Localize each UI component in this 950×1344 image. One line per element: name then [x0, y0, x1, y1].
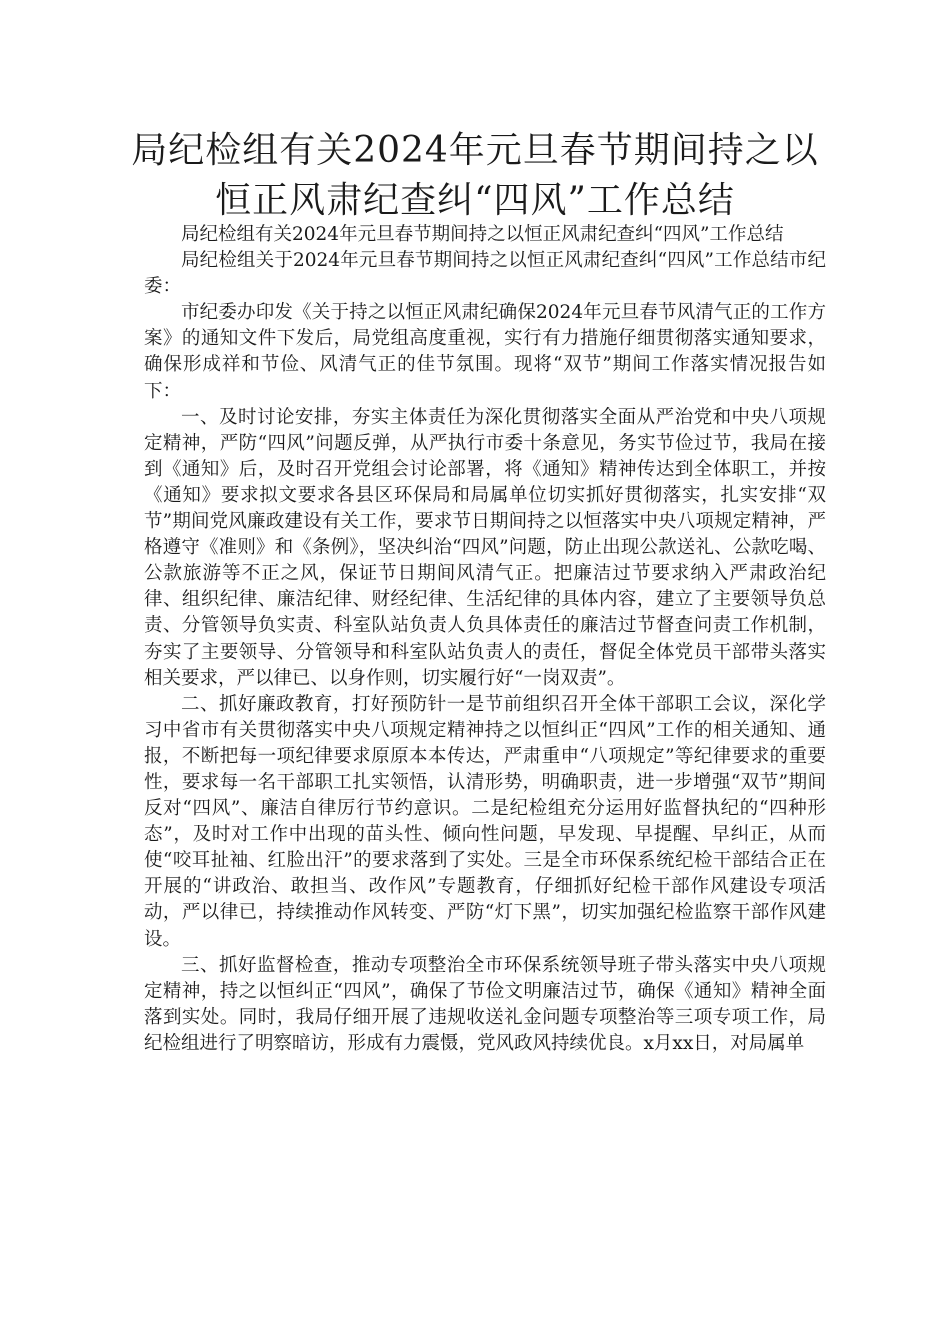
title-line-1: 局纪检组有关2024年元旦春节期间持之以: [131, 130, 819, 171]
paragraph-intro: 市纪委办印发《关于持之以恒正风肃纪确保2024年元旦春节风清气正的工作方案》的通知文件下发后，局党组高度重视，实行有力措施仔细贯彻落实通知要求，确保形成祥和节俭、风清气正的佳节氛围。现将“双节”期间工作落实情况报告如下：: [144, 302, 826, 402]
paragraph-section-2: 二、抓好廉政教育，打好预防针一是节前组织召开全体干部职工会议，深化学习中省市有关贯彻落实中央八项规定精神持之以恒纠正“四风”工作的相关通知、通报，不断把每一项纪律要求原原本本传达，严肃重申“八项规定”等纪律要求的重要性，要求每一名干部职工扎实领悟，认清形势，明确职责，进一步增强“双节”期间反对“四风”、廉洁自律厉行节约意识。二是纪检组充分运用好监督执纪的“四种形态”，及时对工作中出现的苗头性、倾向性问题，早发现、早提醒、早纠正，从而使“咬耳扯袖、红脸出汗”的要求落到了实处。三是全市环保系统纪检干部结合正在开展的“讲政治、敢担当、改作风”专题教育，仔细抓好纪检干部作风建设专项活动，严以律已，持续推动作风转变、严防“灯下黑”，切实加强纪检监察干部作风建设。: [144, 693, 826, 950]
title-line-2: 恒正风肃纪查纠“四风”工作总结: [215, 180, 735, 221]
document-body: [144, 222, 826, 1057]
paragraph-repeated-title: 局纪检组有关2024年元旦春节期间持之以恒正风肃纪查纠“四风”工作总结: [181, 224, 784, 245]
paragraph-section-3: 三、抓好监督检查，推动专项整治全市环保系统领导班子带头落实中央八项规定精神，持之以恒纠正“四风”，确保了节俭文明廉洁过节，确保《通知》精神全面落到实处。同时，我局仔细开展了违规收送礼金问题专项整治等三项专项工作，局纪检组进行了明察暗访，形成有力震慑，党风政风持续优良。x月xx日，对局属单: [144, 954, 826, 1054]
document-title: [100, 126, 850, 226]
paragraph-section-1: 一、及时讨论安排，夯实主体责任为深化贯彻落实全面从严治党和中央八项规定精神，严防“四风”问题反弹，从严执行市委十条意见，务实节俭过节，我局在接到《通知》后，及时召开党组会讨论部署，将《通知》精神传达到全体职工，并按《通知》要求拟文要求各县区环保局和局属单位切实抓好贯彻落实，扎实安排“双节”期间党风廉政建设有关工作，要求节日期间持之以恒落实中央八项规定精神，严格遵守《准则》和《条例》，坚决纠治“四风”问题，防止出现公款送礼、公款吃喝、公款旅游等不正之风，保证节日期间风清气正。把廉洁过节要求纳入严肃政治纪律、组织纪律、廉洁纪律、财经纪律、生活纪律的具体内容，建立了主要领导负总责、分管领导负实责、科室队站负责人负具体责任的廉洁过节督查问责工作机制，夯实了主要领导、分管领导和科室队站负责人的责任，督促全体党员干部带头落实相关要求，严以律已、以身作则，切实履行好“一岗双责”。: [144, 406, 826, 689]
paragraph-salutation: 局纪检组关于2024年元旦春节期间持之以恒正风肃纪查纠“四风”工作总结市纪委：: [144, 250, 826, 298]
